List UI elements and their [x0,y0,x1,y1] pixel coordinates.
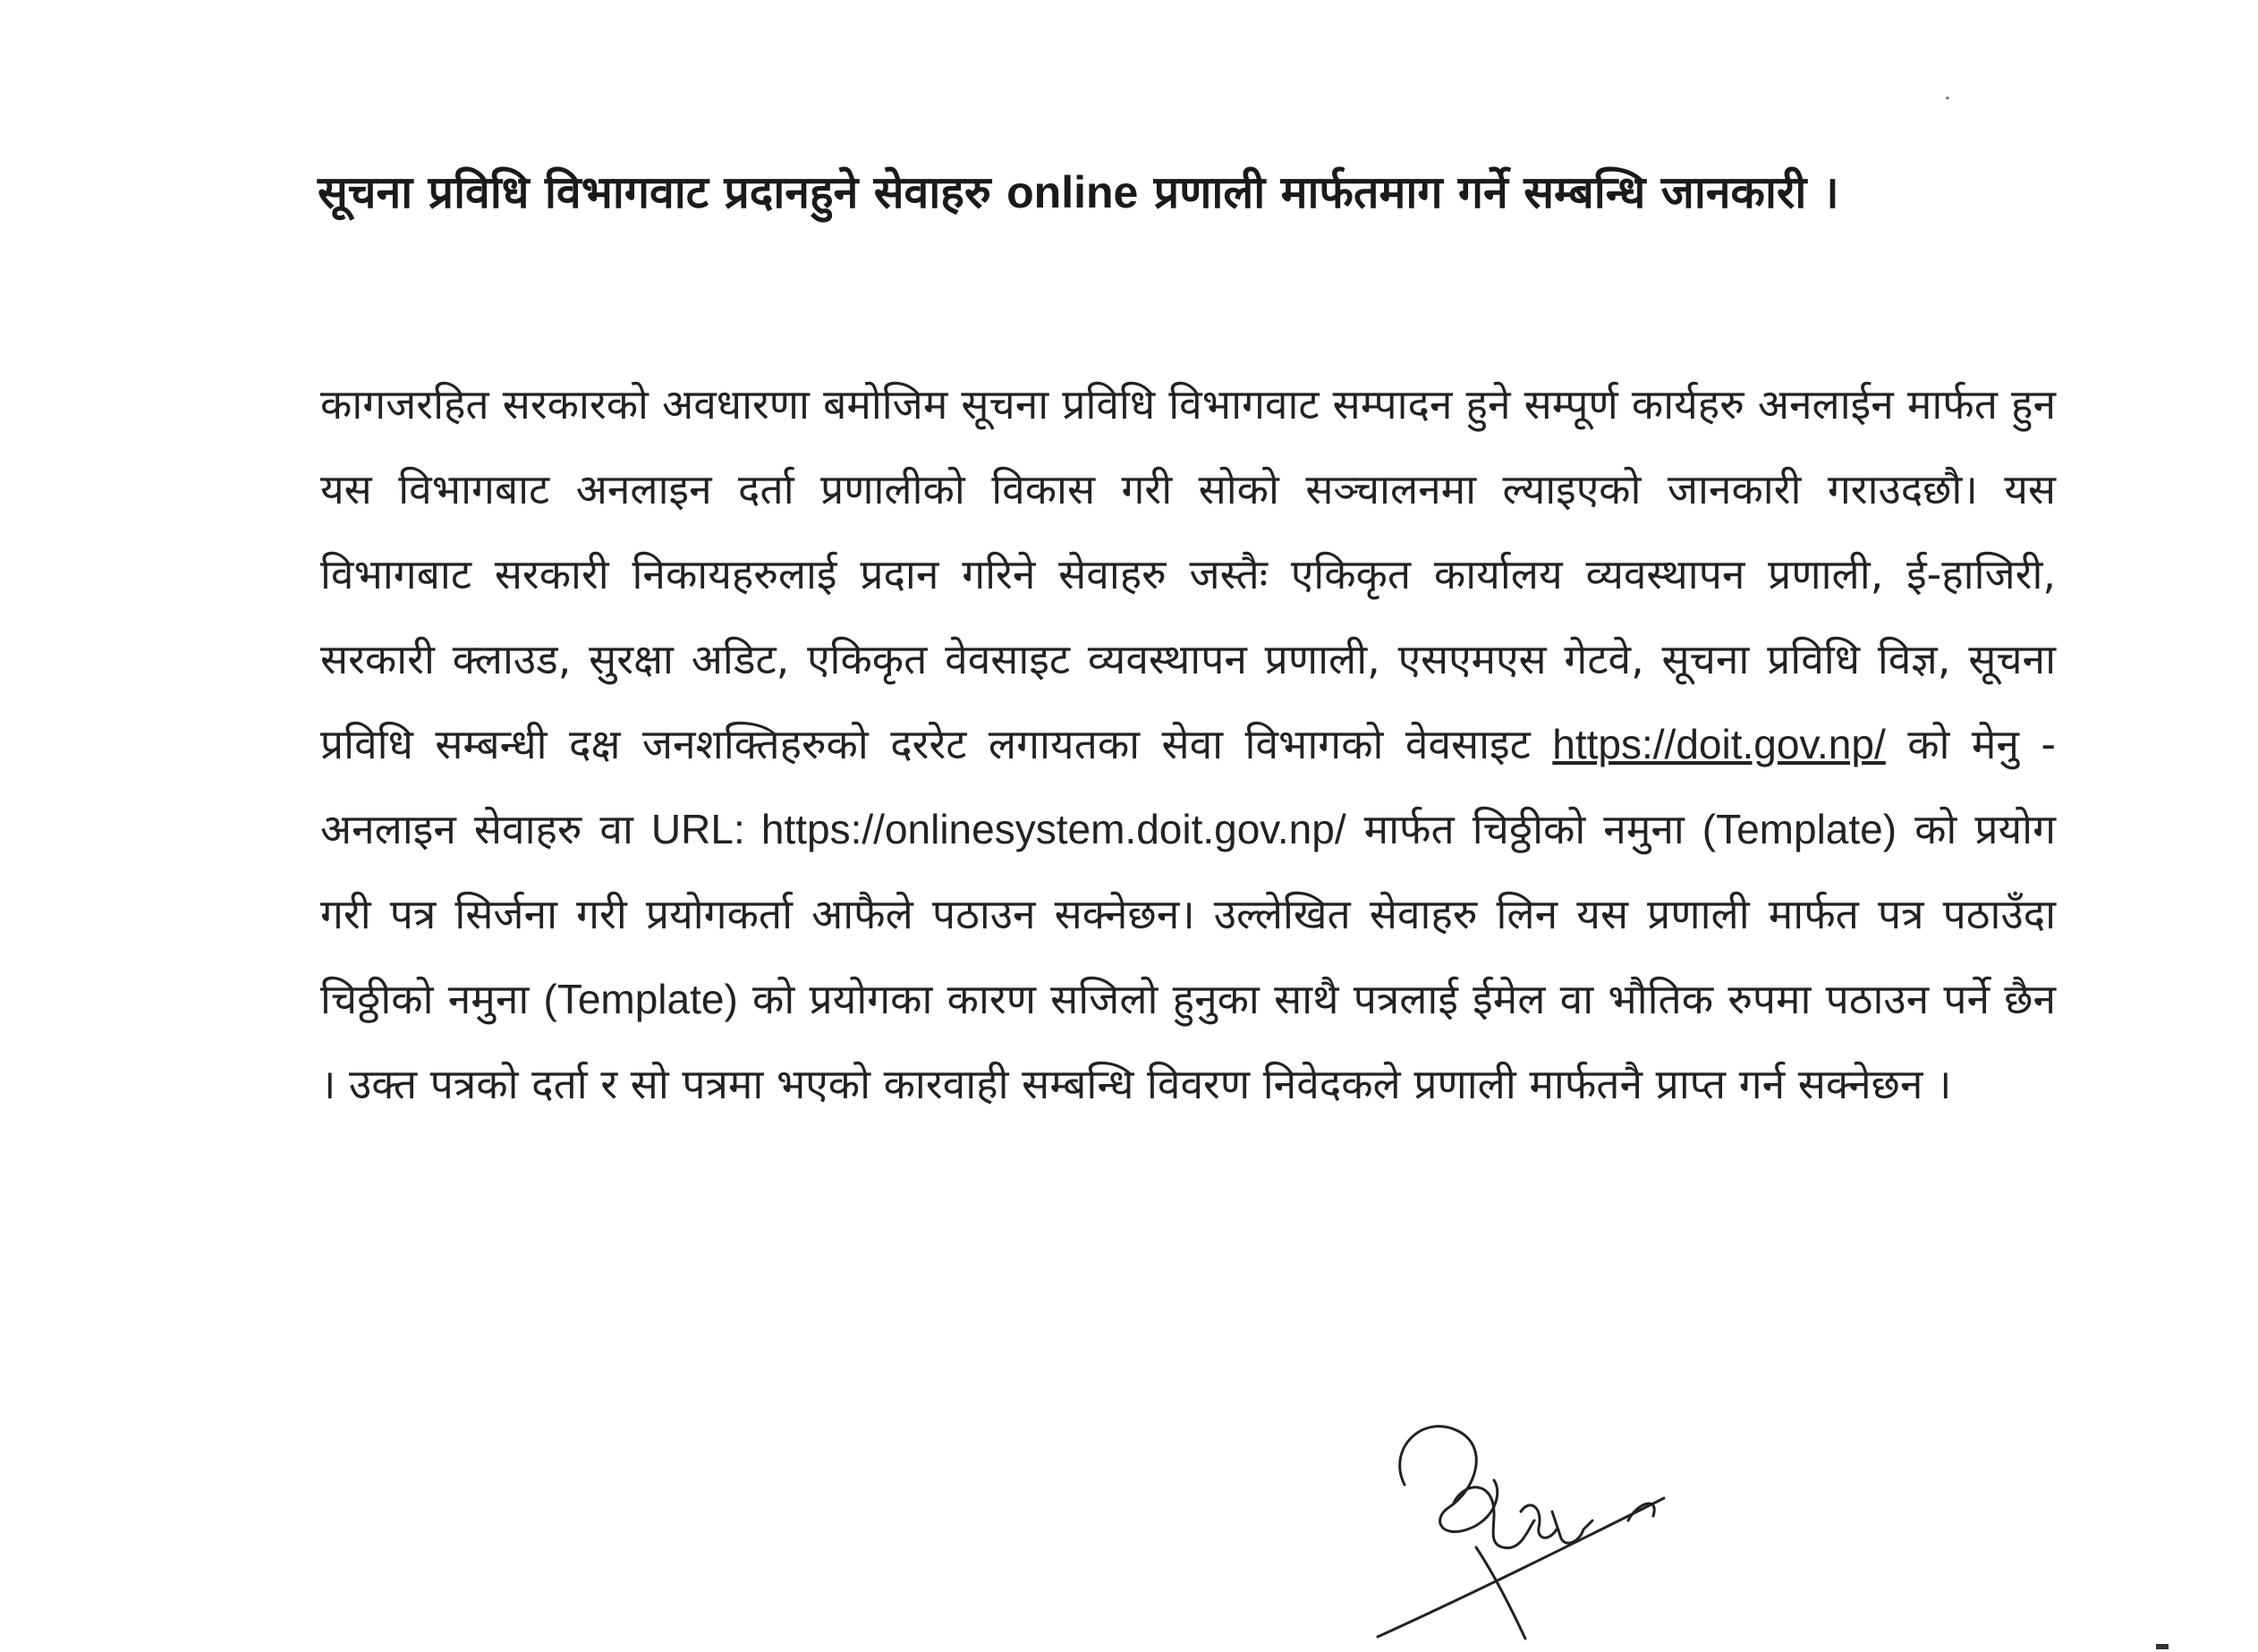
body-text-segment-2: को मेनु - अनलाइन सेवाहरु वा [320,720,2056,853]
title-text-online: online [1006,167,1139,217]
template-label-1: (Template) [1702,806,1897,852]
handwritten-signature [1369,1395,1691,1646]
body-text-segment-4: को प्रयोग गरी पत्र सिर्जना गरी प्रयोगकर्ता आफैले पठाउन सक्नेछन। उल्लेखित सेवाहरु लिन यस प्रणाली मार्फत पत्र पठाउँदा चिठ्ठीको नमुना [320,805,2056,1023]
template-label-2: (Template) [543,976,738,1022]
body-text-segment-1: कागजरहित सरकारको अवधारणा बमोजिम सूचना प्रविधि विभागवाट सम्पादन हुने सम्पूर्ण कार्यहरु अनलाईन मार्फत हुन यस विभागबाट अनलाइन दर्ता प्रणालीको विकास गरी सोको सञ्चालनमा ल्याइएको जानकारी गराउदछौ। यस विभागबाट सरकारी निकायहरुलाई प्रदान गरिने सेवाहरु जस्तैः एकिकृत कार्यालय व्यवस्थापन प्रणाली, ई-हाजिरी, सरकारी क्लाउड, सुरक्षा अडिट, एकिकृत वेवसाइट व्यवस्थापन प्रणाली, एसएमएस गेटवे, सूचना प्रविधि विज्ञ, सूचना प्रविधि सम्बन्धी दक्ष जनशक्तिहरुको दररेट लगायतका सेवा विभागको वेवसाइट [320,380,2056,768]
scan-speck [1946,97,1949,99]
body-text-segment-3: मार्फत चिठ्ठीको नमुना [1345,805,1702,853]
url-reference: URL: https://onlinesystem.doit.gov.np/ [650,806,1346,852]
document-body-paragraph [320,362,2056,1127]
title-text-devanagari-1: सूचना प्रविधि विभागवाट प्रदानहुने सेवाहरु [318,166,1007,218]
document-title [318,139,1999,246]
scan-edge-mark [2156,1644,2169,1649]
body-text-segment-5: को प्रयोगका कारण सजिलो हुनुका साथै पत्रलाई ईमेल वा भौतिक रुपमा पठाउन पर्ने छैन । उक्त पत्रको दर्ता र सो पत्रमा भएको कारवाही सम्बन्धि विवरण निवेदकले प्रणाली मार्फतनै प्राप्त गर्न सक्नेछन । [320,975,2056,1108]
title-text-devanagari-2: प्रणाली मार्फतमाग गर्ने सम्बन्धि जानकारी । [1138,166,1839,218]
website-link[interactable]: https://doit.gov.np/ [1552,721,1886,767]
